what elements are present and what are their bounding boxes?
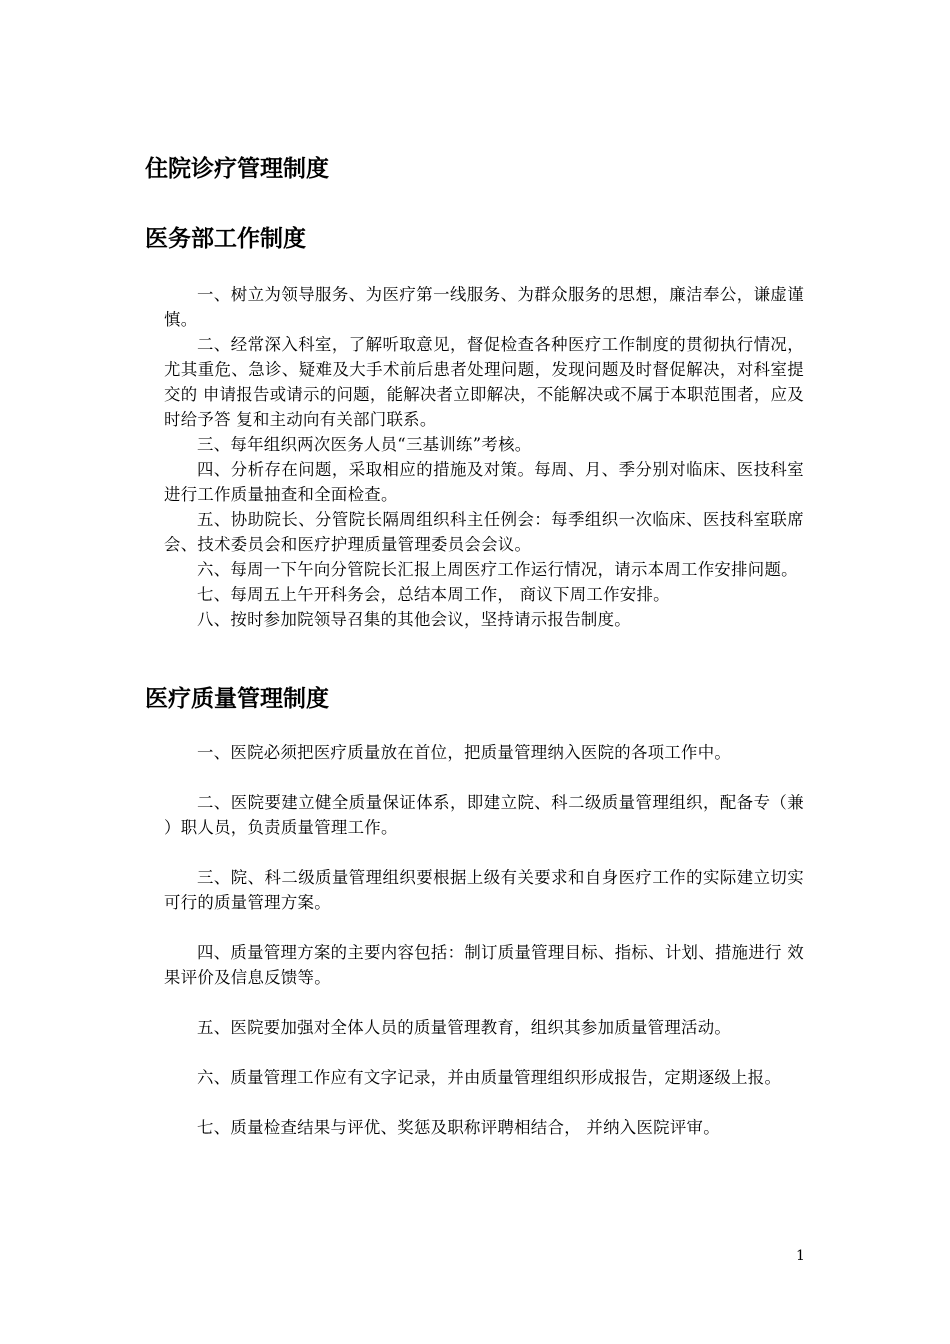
paragraph: 二、经常深入科室，了解听取意见，督促检查各种医疗工作制度的贯彻执行情况， 尤其重危、急诊、疑难及大手术前后患者处理问题，发现问题及时督促解决，对科室提交的 申请报告或请示的问题，能解决者立即解决，不能解决或不属于本职范围者，应及时给予答 复和主动向有关部门联系。 <box>164 335 804 429</box>
paragraph: 四、质量管理方案的主要内容包括：制订质量管理目标、指标、计划、措施进行 效果评价及信息反馈等。 <box>164 943 804 987</box>
page-number: 1 <box>796 1248 805 1264</box>
paragraph: 六、每周一下午向分管院长汇报上周医疗工作运行情况，请示本周工作安排问题。 <box>197 560 798 579</box>
paragraph: 一、医院必须把医疗质量放在首位，把质量管理纳入医院的各项工作中。 <box>197 743 732 762</box>
paragraph: 七、质量检查结果与评优、奖惩及职称评聘相结合， 并纳入医院评审。 <box>197 1118 720 1137</box>
paragraph: 四、分析存在问题，采取相应的措施及对策。每周、月、季分别对临床、医技科室 进行工作质量抽查和全面检查。 <box>164 460 804 504</box>
paragraph: 五、协助院长、分管院长隔周组织科主任例会：每季组织一次临床、医技科室联席 会、技术委员会和医疗护理质量管理委员会会议。 <box>164 510 804 554</box>
section-heading-medical-affairs: 医务部工作制度 <box>145 226 306 252</box>
paragraph: 三、院、科二级质量管理组织要根据上级有关要求和自身医疗工作的实际建立切实可行的质量管理方案。 <box>164 868 804 912</box>
paragraph: 七、每周五上午开科务会，总结本周工作， 商议下周工作安排。 <box>197 585 670 604</box>
section-heading-quality-management: 医疗质量管理制度 <box>145 686 329 712</box>
paragraph: 一、树立为领导服务、为医疗第一线服务、为群众服务的思想，廉洁奉公，谦虚谨 慎。 <box>164 285 804 329</box>
paragraph: 三、每年组织两次医务人员“三基训练”考核。 <box>197 435 532 454</box>
paragraph: 六、质量管理工作应有文字记录，并由质量管理组织形成报告，定期逐级上报。 <box>197 1068 782 1087</box>
paragraph: 八、按时参加院领导召集的其他会议，坚持请示报告制度。 <box>197 610 631 629</box>
paragraph: 二、医院要建立健全质量保证体系，即建立院、科二级质量管理组织，配备专（兼 ）职人员，负责质量管理工作。 <box>164 793 804 837</box>
document-title: 住院诊疗管理制度 <box>145 156 329 182</box>
paragraph: 五、医院要加强对全体人员的质量管理教育，组织其参加质量管理活动。 <box>197 1018 732 1037</box>
section-body-medical-affairs <box>164 282 804 632</box>
section-body-quality-management <box>164 740 804 1165</box>
